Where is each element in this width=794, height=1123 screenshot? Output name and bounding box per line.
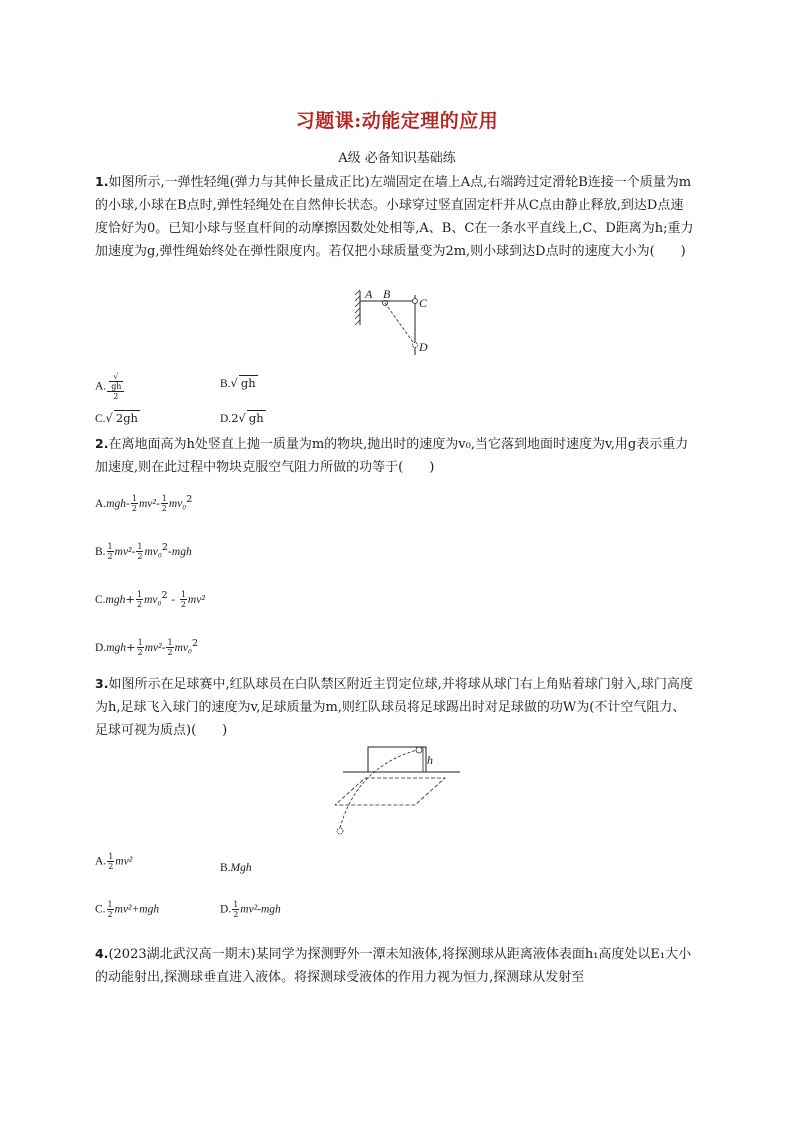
question-3-text: 如图所示在足球赛中,红队球员在白队禁区附近主罚定位球,并将球从球门右上角贴着球门射入,球门高度为h,足球飞入球门的速度为v,足球质量为m,则红队球员将足球踢出时对足球做的功W为(不计空气阻力、足球可视为质点)( ) <box>95 677 693 738</box>
ball-at-goal <box>416 747 422 753</box>
question-2-number: 2. <box>95 436 109 451</box>
q3-option-d[interactable]: D. $\frac{1}{2}$ mv²-mgh <box>220 900 281 919</box>
question-1 <box>95 170 695 263</box>
q2-option-b[interactable]: B. $\frac{1}{2}$ mv²- $\frac{1}{2}$ mv₀$^2$-mgh <box>95 542 192 562</box>
label-b: B <box>383 287 391 301</box>
q2-option-a[interactable]: A.mgh- $\frac{1}{2}$ mv²- $\frac{1}{2}$ mv₀$^2$ <box>95 494 193 514</box>
page-title: 习题课:动能定理的应用 <box>295 110 499 132</box>
question-4-number: 4. <box>95 946 109 961</box>
q2-option-d[interactable]: D.mgh+ $\frac{1}{2}$ mv²- $\frac{1}{2}$ mv₀$^2$ <box>95 638 199 658</box>
label-c: C <box>419 296 428 310</box>
q1-option-d[interactable]: D.2√ gh <box>220 411 264 425</box>
question-3 <box>95 672 695 742</box>
label-d: D <box>419 340 428 354</box>
q3-option-a[interactable]: A. $\frac{1}{2}$ mv² <box>95 852 133 871</box>
rope-to-d-dashed <box>385 303 415 345</box>
label-a: A <box>365 287 373 301</box>
q1-option-b[interactable]: B.√ gh <box>220 376 256 390</box>
wall-hatch <box>355 290 360 325</box>
penalty-area-dashed <box>335 778 445 805</box>
section-level-heading: A级 必备知识基础练 <box>338 151 456 166</box>
q3-option-c[interactable]: C. $\frac{1}{2}$ mv²+mgh <box>95 900 160 919</box>
ball-trajectory <box>340 750 417 828</box>
ball-at-d <box>413 343 418 348</box>
question-1-number: 1. <box>95 174 109 189</box>
question-2-text: 在离地面高为h处竖直上抛一质量为m的物块,抛出时的速度为v₀,当它落到地面时速度为v,用g表示重力加速度,则在此过程中物块克服空气阻力所做的功等于( ) <box>95 437 689 475</box>
label-h: h <box>427 753 433 767</box>
q1-option-a[interactable]: A. √ gh 2 <box>95 372 125 401</box>
question-4 <box>95 942 695 989</box>
question-1-text: 如图所示,一弹性轻绳(弹力与其伸长量成正比)左端固定在墙上A点,右端跨过定滑轮B连接一个质量为m的小球,小球在B点时,弹性轻绳处在自然伸长状态。小球穿过竖直固定杆并从C点由静止释放,到达D点速度恰好为0。已知小球与竖直杆间的动摩擦因数处处相等,A、B、C在一条水平直线上,C、D距离为h;重力加速度为g,弹性绳始终处在弹性限度内。若仅把小球质量变为2m,则小球到达D点时的速度大小为( ) <box>95 175 694 259</box>
question-2 <box>95 432 695 479</box>
question-4-text: (2023湖北武汉高一期末)某同学为探测野外一潭未知液体,将探测球从距离液体表面h₁高度处以E₁大小的动能射出,探测球垂直进入液体。将探测球受液体的作用力视为恒力,探测球从发射至 <box>95 947 692 985</box>
ball-at-c <box>413 299 418 304</box>
q1-option-c[interactable]: C.√ 2gh <box>95 411 138 425</box>
q2-option-c[interactable]: C.mgh+ $\frac{1}{2}$ mv₀$^2$ - $\frac{1}{2}$ mv² <box>95 590 205 610</box>
question-3-number: 3. <box>95 676 109 691</box>
q3-figure <box>335 742 465 838</box>
ball-start <box>337 828 343 834</box>
q1-figure <box>345 285 445 363</box>
q3-option-b[interactable]: B.Mgh <box>220 862 252 874</box>
